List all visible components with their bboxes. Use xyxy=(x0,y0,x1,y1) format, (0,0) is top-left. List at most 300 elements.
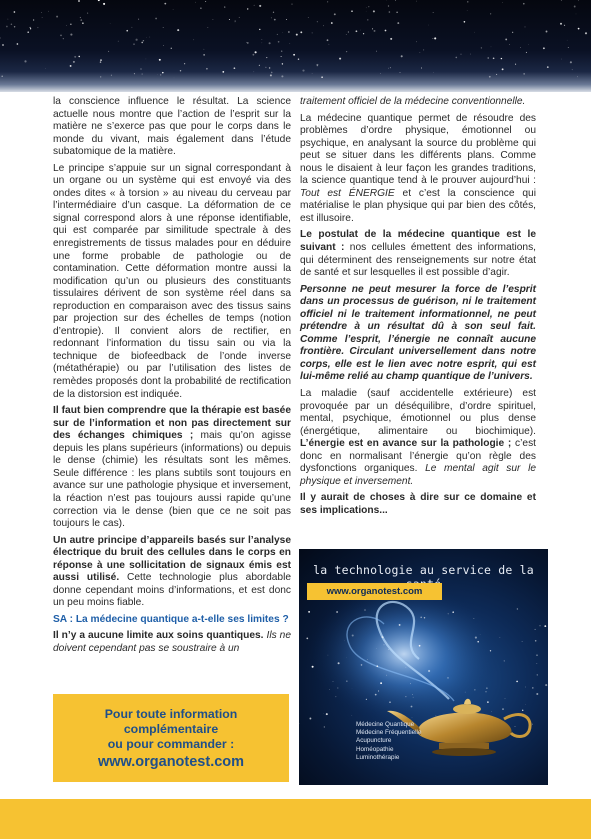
sparkle xyxy=(364,609,366,611)
star xyxy=(278,41,280,43)
text: Cette technologie plus abordable donne cependant moins d’informations, et est donc un peu moins fiable. xyxy=(53,572,291,609)
star xyxy=(317,65,318,66)
star xyxy=(262,39,263,40)
star xyxy=(568,47,569,48)
star xyxy=(302,70,304,72)
star xyxy=(111,75,112,76)
sparkle xyxy=(490,650,491,651)
star xyxy=(290,43,291,44)
sparkle xyxy=(333,681,334,682)
star xyxy=(41,12,42,13)
star xyxy=(63,38,64,39)
star xyxy=(269,42,271,44)
star xyxy=(282,63,283,64)
star xyxy=(17,43,19,45)
star xyxy=(525,26,526,27)
star xyxy=(373,10,375,12)
star xyxy=(423,49,424,50)
text: Ils ne doivent cependant pas se soustraire à un xyxy=(53,630,291,654)
star xyxy=(99,3,100,4)
sparkle xyxy=(352,715,353,716)
star xyxy=(136,39,138,41)
star xyxy=(512,32,513,33)
star xyxy=(132,27,133,28)
star xyxy=(98,0,100,1)
star xyxy=(271,72,273,74)
star xyxy=(118,41,119,42)
star xyxy=(274,19,276,21)
star xyxy=(234,67,236,69)
star xyxy=(363,33,364,34)
star xyxy=(489,76,491,78)
star xyxy=(265,67,266,68)
star xyxy=(396,12,397,13)
star xyxy=(194,40,195,41)
info-line: Pour toute information xyxy=(104,707,238,721)
star xyxy=(490,13,491,14)
star xyxy=(292,4,293,5)
interview-question: SA : La médecine quantique a-t-elle ses limites ? xyxy=(53,613,289,625)
star xyxy=(143,40,144,41)
emphasis: Il faut bien comprendre que la thérapie est basée sur de l’information et non pas directement sur des échanges chimiques ; xyxy=(53,405,291,442)
star xyxy=(286,19,287,20)
star xyxy=(273,12,274,13)
sparkle xyxy=(336,611,338,613)
star xyxy=(56,16,58,18)
paragraph: traitement officiel de la médecine conventionnelle. xyxy=(300,96,526,107)
sparkle xyxy=(525,687,526,688)
star xyxy=(351,10,353,12)
star xyxy=(493,57,495,59)
star xyxy=(547,66,549,68)
sparkle xyxy=(500,637,501,638)
star xyxy=(346,34,347,35)
sparkle xyxy=(485,691,486,692)
star xyxy=(229,19,230,20)
star xyxy=(281,56,282,57)
star xyxy=(433,12,434,13)
star xyxy=(162,72,164,74)
emphasis: Il n’y a aucune limite aux soins quantiques. xyxy=(53,630,264,642)
ad-services-list xyxy=(356,721,421,762)
star xyxy=(331,22,333,24)
website-link[interactable]: www.organotest.com xyxy=(97,754,245,770)
star xyxy=(380,73,381,74)
star xyxy=(329,44,330,45)
sparkle xyxy=(336,696,337,697)
star xyxy=(254,5,255,6)
star xyxy=(146,37,147,38)
sparkle xyxy=(536,655,537,656)
star xyxy=(360,30,361,31)
emphasis: L’énergie est en avance sur la pathologie ; xyxy=(300,438,512,450)
star xyxy=(100,76,101,77)
star xyxy=(281,75,283,77)
star xyxy=(253,54,255,56)
star xyxy=(464,21,466,23)
star xyxy=(397,22,399,24)
paragraph xyxy=(300,388,536,488)
star xyxy=(543,47,545,49)
star xyxy=(138,19,139,20)
star xyxy=(323,25,324,26)
sparkle xyxy=(366,699,367,700)
star xyxy=(501,58,502,59)
star xyxy=(141,42,143,44)
text: La maladie (sauf accidentelle extérieure) est provoquée par un déséquilibre, d’ordre spirituel, mental, psychique, émotionnel ou plus dense (énergétique, alimentaire ou biochimique). xyxy=(300,388,536,437)
star xyxy=(321,76,323,78)
star xyxy=(126,30,128,32)
service-item: Médecine Fréquentielle xyxy=(356,729,422,737)
ad-website-link[interactable]: www.organotest.com xyxy=(307,583,442,600)
star xyxy=(561,59,562,60)
star xyxy=(339,58,341,60)
sparkle xyxy=(532,724,533,725)
sparkle xyxy=(544,625,546,627)
star xyxy=(195,2,196,3)
star xyxy=(312,33,313,34)
sparkle xyxy=(412,718,413,719)
star xyxy=(177,29,179,31)
star xyxy=(66,25,67,26)
text: mais qu’on agisse depuis les plans supérieurs (informations) ou depuis le dense (chimie) les résultats sont les mêmes. Seule différence : les plans subtils sont toujours en avance sur une pathologie physique et inversement, la réaction n’est pas toujours aussi rapide qu’une correction via le dense (bien que ce ne soit pas toujours le cas). xyxy=(53,430,291,530)
star xyxy=(1,76,3,78)
star xyxy=(327,39,329,41)
sparkle xyxy=(399,624,401,626)
star xyxy=(146,59,147,60)
sparkle xyxy=(474,689,475,690)
star xyxy=(173,9,174,10)
service-item: Acupuncture xyxy=(356,737,392,745)
star xyxy=(372,28,373,29)
star xyxy=(206,68,208,70)
star xyxy=(70,24,71,25)
star xyxy=(578,28,580,30)
paragraph xyxy=(300,229,536,279)
star xyxy=(572,69,573,70)
star xyxy=(200,7,202,9)
star xyxy=(474,32,475,33)
star xyxy=(481,47,482,48)
star xyxy=(312,73,313,74)
star xyxy=(327,1,328,2)
star xyxy=(574,6,576,8)
star xyxy=(271,18,272,19)
sparkle xyxy=(539,625,540,626)
star xyxy=(293,54,295,56)
sparkle xyxy=(413,697,414,698)
star xyxy=(100,59,102,61)
sparkle xyxy=(329,689,330,690)
star xyxy=(247,42,249,44)
star xyxy=(203,54,204,55)
star xyxy=(524,73,525,74)
sparkle xyxy=(382,636,384,638)
sparkle xyxy=(361,664,363,666)
star xyxy=(0,37,1,38)
sparkle xyxy=(502,708,504,710)
sparkle xyxy=(312,666,314,668)
star xyxy=(560,23,562,25)
star xyxy=(270,74,272,76)
star xyxy=(259,5,261,7)
star xyxy=(163,27,164,28)
star xyxy=(60,35,62,37)
sparkle xyxy=(436,716,437,717)
star xyxy=(70,65,72,67)
star xyxy=(368,6,369,7)
star xyxy=(100,61,101,62)
star xyxy=(388,5,389,6)
star xyxy=(367,19,368,20)
sparkle xyxy=(486,687,488,689)
sparkle xyxy=(419,645,421,647)
sparkle xyxy=(412,694,413,695)
star xyxy=(390,38,392,40)
emphasis: Le postulat de la médecine quantique est le suivant : xyxy=(300,229,536,254)
sparkle xyxy=(386,675,387,676)
star xyxy=(103,3,105,5)
sparkle xyxy=(324,726,325,727)
star xyxy=(564,25,565,26)
star xyxy=(8,19,9,20)
service-item: Médecine Quantique xyxy=(356,721,415,728)
star xyxy=(24,60,26,62)
sparkle xyxy=(522,710,523,711)
star xyxy=(205,1,206,2)
sparkle xyxy=(328,655,329,656)
star xyxy=(520,47,521,48)
sparkle xyxy=(504,660,505,661)
emphasis: Tout est ÉNERGIE xyxy=(300,187,395,199)
text: c’est donc en normalisant l’énergie qu’on règle des dysfonctions organiques. xyxy=(300,438,536,475)
star xyxy=(11,23,13,25)
star xyxy=(509,44,510,45)
star xyxy=(74,56,76,58)
star xyxy=(496,74,497,75)
star xyxy=(348,32,349,33)
star xyxy=(455,57,457,59)
star xyxy=(222,71,224,73)
footer-band xyxy=(0,799,591,839)
star xyxy=(30,28,31,29)
paragraph: la conscience influence le résultat. La science actuelle nous montre que l’action de l’esprit sur la matière ne s’exerce pas que pour le corps dans le monde du vivant, mais également dans l’étude subatomique de la matière. xyxy=(53,96,291,158)
sparkle xyxy=(378,690,379,691)
sparkle xyxy=(452,611,454,613)
sparkle xyxy=(537,674,538,675)
sparkle xyxy=(389,701,391,703)
sparkle xyxy=(338,662,340,664)
star xyxy=(108,51,109,52)
sparkle xyxy=(532,687,534,689)
star xyxy=(356,30,358,32)
star xyxy=(400,72,401,73)
star xyxy=(526,52,527,53)
star xyxy=(288,31,289,32)
star xyxy=(2,44,4,46)
emphasis: Le mental agit sur le physique et inversement. xyxy=(300,463,536,487)
sparkle xyxy=(448,613,449,614)
star xyxy=(150,37,151,38)
paragraph: Il y aurait de choses à dire sur ce domaine et ses implications... xyxy=(300,492,536,516)
text: et c’est la conscience qui matérialise le plan physique qui par bien des côtés, est illusoire. xyxy=(300,187,536,224)
star xyxy=(73,61,75,63)
star xyxy=(528,44,529,45)
sparkle xyxy=(515,726,516,727)
sparkle xyxy=(375,694,377,696)
star xyxy=(401,55,403,57)
sparkle xyxy=(517,608,518,609)
star xyxy=(48,11,49,12)
star xyxy=(502,68,504,70)
sparkle xyxy=(410,683,411,684)
star xyxy=(247,8,248,9)
sparkle xyxy=(477,641,479,643)
sparkle xyxy=(545,684,547,686)
service-item: Homéopathie xyxy=(356,745,394,753)
sparkle xyxy=(352,634,354,636)
emphasis: Un autre principe d’appareils basés sur l’analyse électrique du bruit des cellules dans le corps en réponse à une sollicitation de signaux émis est aussi utilisé. xyxy=(53,534,291,584)
sparkle xyxy=(487,701,489,703)
star xyxy=(334,13,336,15)
star xyxy=(78,0,80,2)
star xyxy=(164,3,166,5)
sparkle xyxy=(377,665,379,667)
star xyxy=(308,17,309,18)
sparkle xyxy=(308,611,310,613)
sparkle xyxy=(474,618,475,619)
stars-graphic xyxy=(0,0,591,92)
sparkle xyxy=(525,704,526,705)
star xyxy=(515,64,516,65)
service-item: Luminothérapie xyxy=(356,753,400,761)
sparkle xyxy=(535,629,536,630)
star xyxy=(184,63,185,64)
sparkle xyxy=(420,616,422,618)
star xyxy=(134,73,135,74)
star xyxy=(488,57,489,58)
text: nos cellules émettent des informations, qui déterminent des renseignements sur notre état de santé et sur lesquelles il est possible d’agir. xyxy=(300,242,536,279)
star xyxy=(159,59,161,61)
star xyxy=(366,8,367,9)
star xyxy=(14,26,15,27)
star xyxy=(281,51,282,52)
sparkle xyxy=(388,649,389,650)
star xyxy=(171,48,172,49)
sparkle xyxy=(406,667,407,668)
info-line: ou pour commander : xyxy=(107,737,235,751)
left-column xyxy=(53,96,291,660)
star xyxy=(78,56,79,57)
sparkle xyxy=(505,698,506,699)
sparkle xyxy=(338,688,339,689)
sparkle xyxy=(306,638,308,640)
sparkle xyxy=(447,677,449,679)
star xyxy=(80,19,82,21)
paragraph xyxy=(53,535,291,610)
sparkle xyxy=(380,682,382,684)
sparkle xyxy=(491,711,492,712)
star xyxy=(253,71,254,72)
sparkle xyxy=(428,670,430,672)
star xyxy=(577,76,578,77)
star xyxy=(416,1,417,2)
advertisement-image xyxy=(299,549,548,785)
star xyxy=(346,51,347,52)
star xyxy=(27,31,29,33)
star xyxy=(470,54,471,55)
contact-info-box xyxy=(53,694,289,782)
star xyxy=(432,38,433,39)
ad-slogan: la technologie au service de la xyxy=(313,563,534,577)
star xyxy=(80,17,81,18)
sparkle xyxy=(535,640,537,642)
sparkle xyxy=(522,641,523,642)
star xyxy=(389,11,391,13)
star xyxy=(163,45,164,46)
star xyxy=(140,68,141,69)
star xyxy=(259,29,260,30)
sparkle xyxy=(424,617,425,618)
star xyxy=(390,67,391,68)
paragraph: Le principe s’appuie sur un signal correspondant à un organe ou un système qui est envoyé via des ondes dites « à torsion » au niveau du cerveau par l’intermédiaire d’un casque. La déformation de ce signal correspond alors à une réponse identifiable, qui est comparée par similitude spectrale à des enregistrements de tissus malades pour en déduire une forme probable de pathologie ou de contamination. Cette déformation montre aussi la modification qu’un ou plusieurs des constituants tissulaires dérivent de son système réel dans sa reproduction en comparaison avec des tissus sains par projection sur des échelles de temps (notion d’entropie). Il convient alors de rectifier, en redonnant l’information du tissu sain ou via la technique de biofeedback de l’onde inverse (métathérapie) ou par l’utilisation des listes de remèdes proposés dont la probabilité de rectification de la distorsion est indiquée. xyxy=(53,162,291,400)
star xyxy=(317,21,318,22)
star xyxy=(385,30,387,32)
star xyxy=(467,1,468,2)
star xyxy=(296,34,298,36)
sparkle xyxy=(516,681,518,683)
sparkle xyxy=(384,644,385,645)
star xyxy=(461,54,462,55)
star xyxy=(576,14,577,15)
right-column xyxy=(300,96,536,522)
sparkle xyxy=(367,659,368,660)
sparkle xyxy=(465,692,466,693)
sparkle xyxy=(536,693,538,695)
star xyxy=(82,22,84,24)
text: La médecine quantique permet de résoudre des problèmes d’ordre physique, émotionnel ou psychique, en analysant la source du problème qui peut se situer dans les différents plans. Comme nous le disaient à leur façon les grandes traditions, la science quantique tend à le prouver aujourd’hui : xyxy=(300,112,536,187)
sparkle xyxy=(475,637,477,639)
star xyxy=(239,17,240,18)
star xyxy=(300,31,302,33)
star xyxy=(570,61,572,63)
star xyxy=(133,43,135,45)
star xyxy=(6,26,8,28)
star xyxy=(180,70,181,71)
star xyxy=(523,3,525,5)
star xyxy=(388,68,389,69)
star xyxy=(259,65,260,66)
sparkle xyxy=(326,713,328,715)
star xyxy=(376,51,377,52)
sparkle xyxy=(309,718,311,720)
star xyxy=(142,74,143,75)
paragraph xyxy=(53,630,291,655)
info-line: complémentaire xyxy=(123,722,219,736)
star xyxy=(505,38,507,40)
star xyxy=(298,58,299,59)
quote-paragraph: Personne ne peut mesurer la force de l’esprit dans un processus de guérison, ni le traitement officiel ni le traitement informationnel, ne peut prétendre à un résultat dû à son seul fait. Comme l’esprit, l’énergie ne connaît aucune frontière. Circulant universellement dans notre corps, elle est le lien avec notre esprit, qui est lui-même relié au champ quantique de l’univers. xyxy=(300,283,536,383)
header-starfield-image xyxy=(0,0,591,92)
star xyxy=(421,67,422,68)
sparkle xyxy=(411,706,413,708)
star xyxy=(585,32,587,34)
star xyxy=(266,57,267,58)
star xyxy=(578,0,579,1)
star xyxy=(160,74,161,75)
star xyxy=(246,42,247,43)
star xyxy=(45,68,46,69)
